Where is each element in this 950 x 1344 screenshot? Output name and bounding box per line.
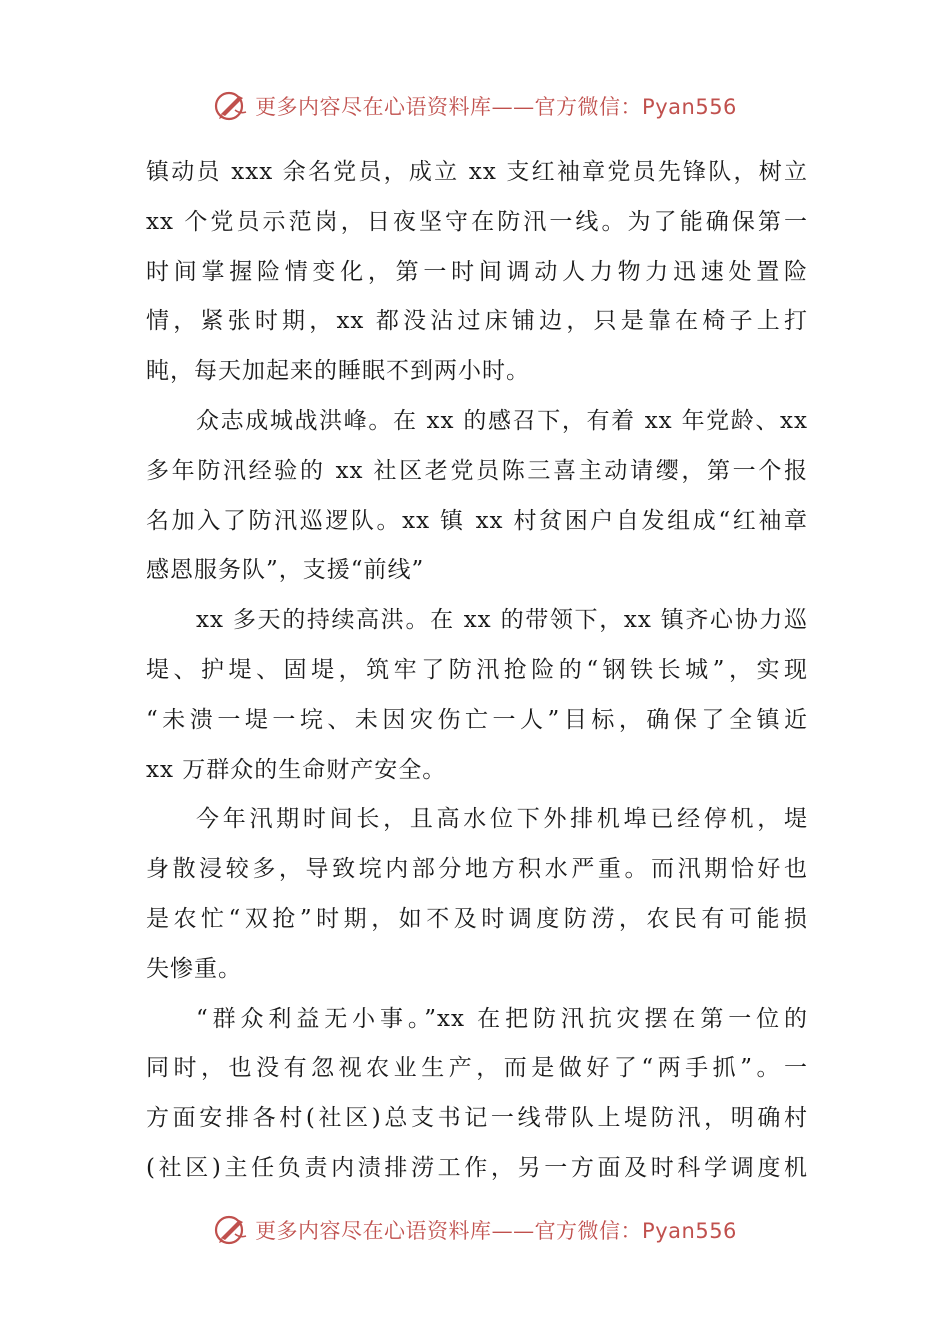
watermark-text bbox=[255, 91, 737, 121]
document-body bbox=[146, 148, 808, 1194]
text-line: 盹，每天加起来的睡眠不到两小时。 bbox=[146, 358, 530, 385]
text-line: 是农忙“双抢”时期，如不及时调度防涝，农民有可能损 bbox=[146, 905, 808, 932]
text-line: 感恩服务队”，支援“前线” bbox=[146, 557, 425, 584]
watermark-main-text: 更多内容尽在心语资料库 bbox=[255, 95, 492, 119]
watermark-main-text: 更多内容尽在心语资料库 bbox=[255, 1219, 492, 1243]
text-line: 失惨重。 bbox=[146, 955, 242, 982]
text-line: 今年汛期时间长，且高水位下外排机埠已经停机，堤 bbox=[196, 806, 808, 833]
text-line: 多年防汛经验的 xx 社区老党员陈三喜主动请缨，第一个报 bbox=[146, 457, 808, 484]
watermark-dash: —— bbox=[491, 95, 535, 119]
text-line: 众志成城战洪峰。在 xx 的感召下，有着 xx 年党龄、xx bbox=[196, 407, 808, 434]
text-line: 名加入了防汛巡逻队。xx 镇 xx 村贫困户自发组成“红袖章 bbox=[146, 507, 808, 534]
footer-watermark bbox=[0, 1210, 950, 1250]
watermark-wechat-text: 官方微信：Pyan556 bbox=[534, 1219, 737, 1243]
text-line: 镇动员 xxx 余名党员，成立 xx 支红袖章党员先锋队，树立 bbox=[146, 159, 808, 185]
pen-logo-icon bbox=[213, 1212, 249, 1248]
text-line: 堤、护堤、固堤，筑牢了防汛抢险的“钢铁长城”，实现 bbox=[146, 656, 808, 683]
text-line: xx 万群众的生命财产安全。 bbox=[146, 756, 447, 783]
watermark-text bbox=[255, 1215, 737, 1245]
text-line: 方面安排各村(社区)总支书记一线带队上堤防汛，明确村 bbox=[146, 1105, 808, 1132]
watermark-dash: —— bbox=[491, 1219, 535, 1243]
watermark-wechat-text: 官方微信：Pyan556 bbox=[534, 95, 737, 119]
pen-logo-icon bbox=[213, 88, 249, 124]
text-line: 同时，也没有忽视农业生产，而是做好了“两手抓”。一 bbox=[146, 1055, 808, 1082]
text-line: 情，紧张时期，xx 都没沾过床铺边，只是靠在椅子上打 bbox=[146, 308, 808, 335]
header-watermark bbox=[0, 86, 950, 126]
text-line: xx 个党员示范岗，日夜坚守在防汛一线。为了能确保第一 bbox=[146, 208, 808, 235]
text-line: xx 多天的持续高洪。在 xx 的带领下，xx 镇齐心协力巡 bbox=[196, 607, 808, 634]
text-line: 时间掌握险情变化，第一时间调动人力物力迅速处置险 bbox=[146, 258, 808, 285]
text-line: (社区)主任负责内渍排涝工作，另一方面及时科学调度机 bbox=[146, 1154, 808, 1181]
text-line: “群众利益无小事。”xx 在把防汛抗灾摆在第一位的 bbox=[196, 1005, 808, 1032]
text-line: 身散浸较多，导致垸内部分地方积水严重。而汛期恰好也 bbox=[146, 856, 808, 883]
text-line: “未溃一堤一垸、未因灾伤亡一人”目标，确保了全镇近 bbox=[146, 706, 808, 733]
